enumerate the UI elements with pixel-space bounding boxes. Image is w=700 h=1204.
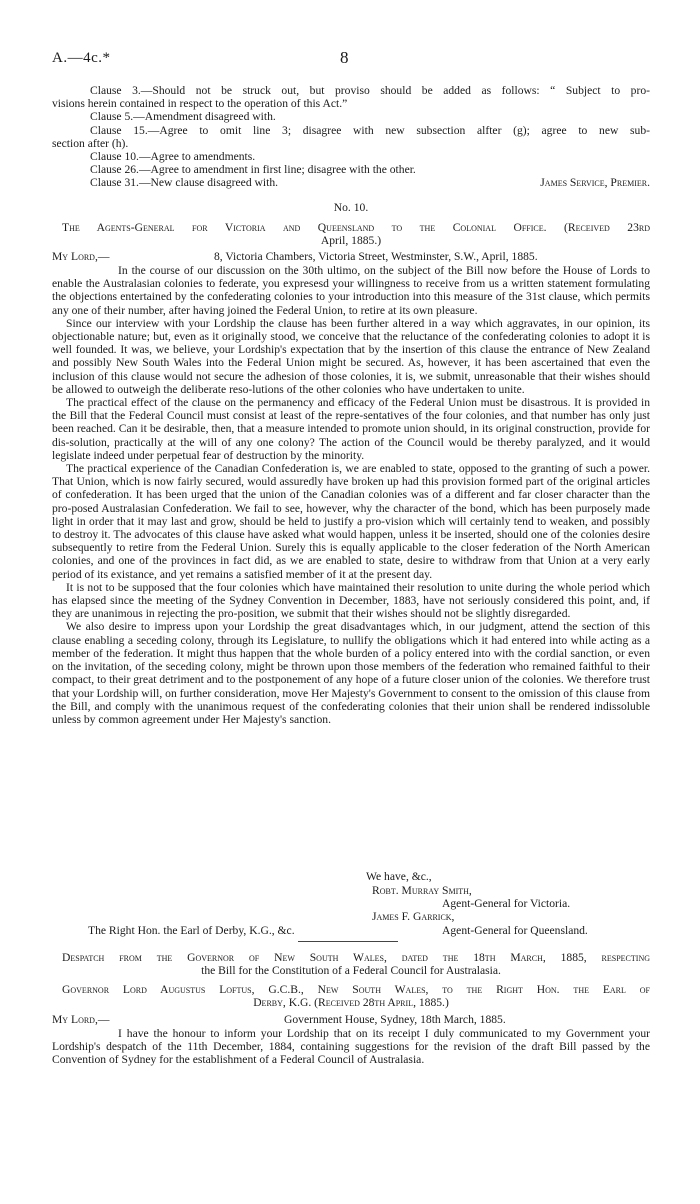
despatch-heading [52,951,650,977]
salutation: My Lord,— [52,250,110,263]
despatch-body [52,1027,650,1067]
signatory-name: James F. Garrick, [372,910,455,923]
paragraph: The practical experience of the Canadian Confederation is, we are enabled to state, opposed to the granting of such a power. That Union, which is now fairly secured, would assuredly have broken up had this provision formed part of the original articles of confederation. It has been urged that the union of the Canadian colonies was of a different and far closer character than the pro-posed Australasian Confederation. We fail to see, however, why the character of the bond, which has been purposely made light in order that it may last and grow, should be held to justify a pro-vision which will certainly tend to weaken, and possibly to destroy it. The advocates of this clause have asked what would happen, unless it be inserted, should one of the colonies desire subsequently to retire from the Federal Union. Surely this is equally applicable to the closer federation of the North American colonies, and one of the provinces in fact did, as we are enabled to state, desire to withdraw from that Union at a very early period of its existance, and yet remains a satisfied member of it at the present day. [52,462,650,581]
clause-line: section after (h). [52,136,129,150]
paragraph: I have the honour to inform your Lordship that on its receipt I duly communicated to my Government your Lordship's despatch of the 11th December, 1884, containing suggestions for the revision of the draft Bill passed by the Convention of Sydney for the establishment of a Federal Council of Australasia. [52,1027,650,1067]
despatch-letter-header [52,1013,650,1027]
despatch-heading-line: Despatch from the Governor of New South Wales, dated the 18th March, 1885, respecting [62,951,650,964]
section-number: No. 10. [333,201,369,214]
document-reference: A.—4c.* [52,50,111,66]
paragraph: Since our interview with your Lordship the clause has been further altered in a way which aggravates, in our opinion, its objectionable nature; but, even as it originally stood, we conceive that the reluctance of the confederating colonies to adopt it is well founded. It was, we believe, your Lordship's expectation that by the insertion of this clause the entrance of New Zealand and possibly New South Wales into the Federal Union might be secured. As, however, it has been ascertained that even the inclusion of this clause would not secure the adhesion of those colonies, it is, we submit, unreasonable that their wishes should be allowed to outweigh the deliberate reso-lutions of the other colonies who have undertaken to unite. [52,316,650,396]
paragraph: In the course of our discussion on the 30th ultimo, on the subject of the Bill now before the House of Lords to enable the Australasian colonies to federate, you expresesd your willingness to receive from us a written statement formulating the objections entertained by the confederating colonies to your introduction into this measure of the 31st clause, which permits any one of their number, after having joined the Federal Union, to retire at its own pleasure. [52,264,650,317]
despatch-from [52,983,650,1009]
salutation: My Lord,— [52,1013,110,1026]
paragraph: We also desire to impress upon your Lordship the great disadvantages which, in our judgment, attend the section of this clause enabling a seceding colony, through its Legislature, to nullify the obligations which it had entered into while acting as a member of the federation. It might thus happen that the whole burden of a policy entered into with the cordial sanction, or even on the invitation, of the seceding colony, might be thrown upon those members of the federation who remained faithful to their compact, to their great detriment and to the postponement of any hope of a future closer union of the colonies. We therefore trust that your Lordship will, on further consideration, move Her Majesty's Government to consent to the omission of this clause from the Bill, and comply with the unanimous request of the confederating colonies that their union shall be rendered indissoluble unless by common agreement under Her Majesty's sanction. [52,620,650,726]
closing: We have, &c., [366,870,432,883]
divider-rule [298,941,398,942]
addressee: The Right Hon. the Earl of Derby, K.G., &c. [88,924,295,937]
premier-signature: James Service, Premier. [540,176,650,190]
despatch-from-line: Derby, K.G. (Received 28th April, 1885.) [253,996,449,1010]
no10-title-line: April, 1885.) [320,234,382,248]
clause-line: Clause 3.—Should not be struck out, but proviso should be added as follows: “ Subject to pro- [90,84,650,97]
clause-line: Clause 5.—Amendment disagreed with. [90,110,276,124]
despatch-heading-line: the Bill for the Constitution of a Federal Council for Australasia. [201,964,501,978]
clause-line: Clause 31.—New clause disagreed with. [90,176,279,190]
letter-address: Government House, Sydney, 18th March, 1885. [284,1013,506,1026]
signatory-title: Agent-General for Queensland. [442,924,588,937]
clause-line: Clause 15.—Agree to omit line 3; disagree with new subsection alfter (g); agree to new sub- [90,123,650,137]
no10-title-line: The Agents-General for Victoria and Queensland to the Colonial Office. (Received 23rd [62,221,650,234]
clause-line: visions herein contained in respect to the operation of this Act.” [52,97,348,111]
letter-address: 8, Victoria Chambers, Victoria Street, Westminster, S.W., April, 1885. [214,250,538,263]
paragraph: The practical effect of the clause on the permanency and efficacy of the Federal Union must be disastrous. It is provided in the Bill that the Federal Council must consist at least of the repre-sentatives of the four colonies, and that number has only just been reached. Can it be desirable, then, that a measure intended to promote union should, in its original construction, provide for dis-solution, practically at the will of any one colony? The action of the Council would be thereby paralyzed, and it would legislate indeed under perpetual fear of destruction by the minority. [52,396,650,462]
no10-body [52,264,650,726]
despatch-from-line: Governor Lord Augustus Loftus, G.C.B., New South Wales, to the Right Hon. the Earl of [62,983,650,996]
signatory-title: Agent-General for Victoria. [442,897,571,910]
letter-header [52,250,650,264]
signatory-name: Robt. Murray Smith, [372,884,472,897]
no10-title [52,221,650,247]
clauses-block [52,84,650,190]
clause-line: Clause 26.—Agree to amendment in first line; disagree with the other. [90,163,416,177]
page-number: 8 [340,48,349,67]
clause-line: Clause 10.—Agree to amendments. [90,149,256,163]
paragraph: It is not to be supposed that the four colonies which have maintained their resolution to unite during the whole period which has elapsed since the meeting of the Sydney Convention in December, 1883, have not seriously considered this point, and, if they are unanimous in rejecting the pro-position, we submit that their wishes should not be slightly disregarded. [52,580,650,621]
